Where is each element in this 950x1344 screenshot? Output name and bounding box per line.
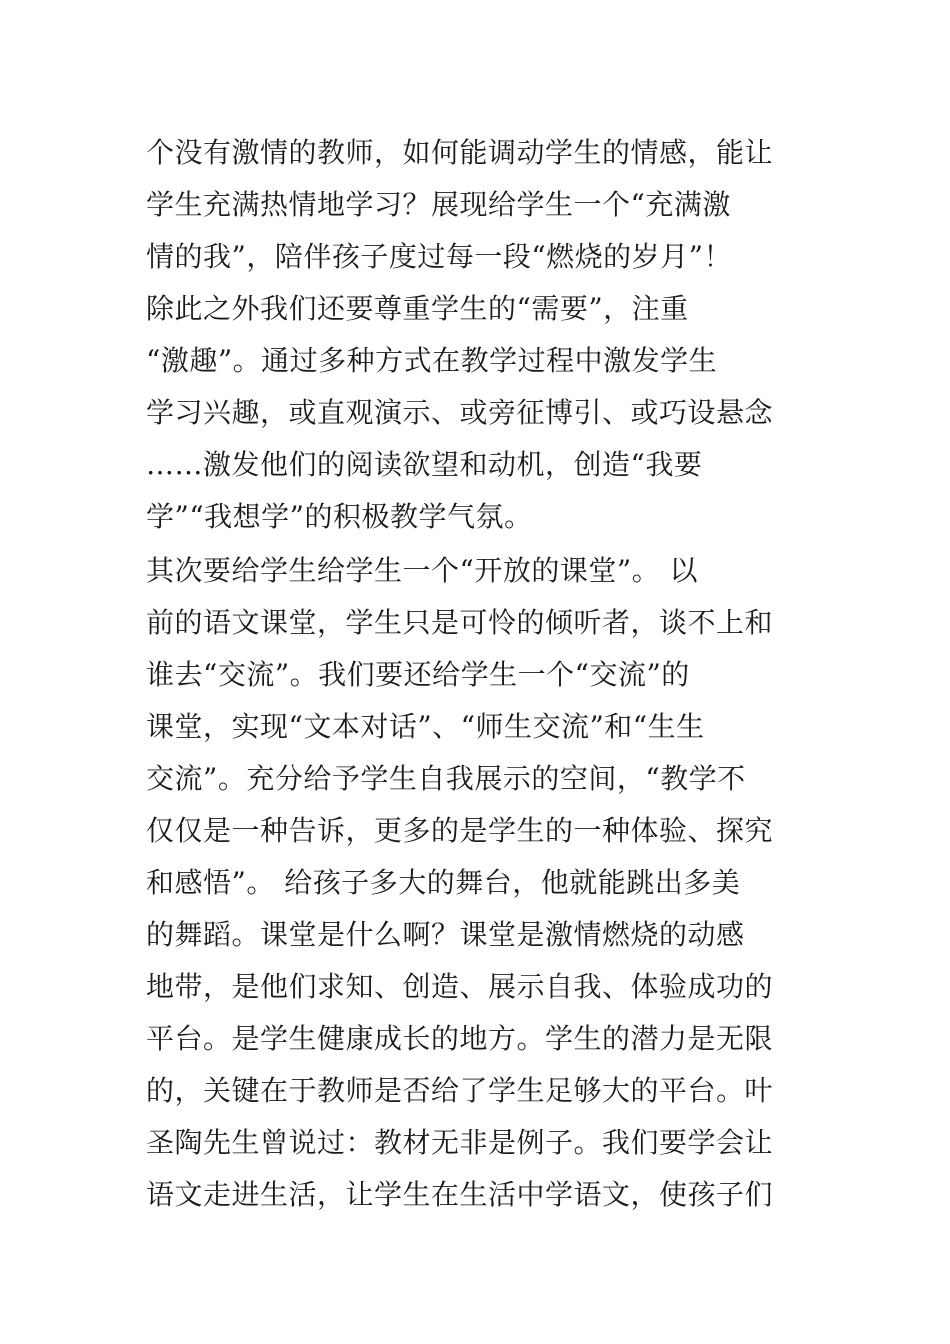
text-line: 前的语文课堂，学生只是可怜的倾听者，谈不上和 xyxy=(146,606,774,639)
text-line: ……激发他们的阅读欲望和动机，创造“我要 xyxy=(146,448,703,481)
text-line: 课堂，实现“文本对话”、“师生交流”和“生生 xyxy=(146,710,705,743)
text-line: 个没有激情的教师，如何能调动学生的情感，能让 xyxy=(146,136,774,169)
paragraph-2 xyxy=(146,545,826,1221)
text-line: 学”“我想学”的积极教学气氛。 xyxy=(146,500,533,533)
text-line: 地带，是他们求知、创造、展示自我、体验成功的 xyxy=(146,970,774,1003)
text-line: 交流”。充分给予学生自我展示的空间，“教学不 xyxy=(146,762,746,795)
text-line: 仅仅是一种告诉，更多的是学生的一种体验、探究 xyxy=(146,814,774,847)
text-line: 平台。是学生健康成长的地方。学生的潜力是无限 xyxy=(146,1022,774,1055)
text-line: 语文走进生活，让学生在生活中学语文，使孩子们 xyxy=(146,1178,774,1211)
text-line: 学习兴趣，或直观演示、或旁征博引、或巧设悬念 xyxy=(146,396,774,429)
paragraph-1 xyxy=(146,127,826,543)
text-line: 除此之外我们还要尊重学生的“需要”，注重 xyxy=(146,292,689,325)
text-line: 圣陶先生曾说过：教材无非是例子。我们要学会让 xyxy=(146,1126,774,1159)
text-line: 谁去“交流”。我们要还给学生一个“交流”的 xyxy=(146,658,690,691)
text-line: 和感悟”。 给孩子多大的舞台，他就能跳出多美 xyxy=(146,866,741,899)
text-line: 的舞蹈。课堂是什么啊？课堂是激情燃烧的动感 xyxy=(146,918,745,951)
text-line: 其次要给学生给学生一个“开放的课堂”。 以 xyxy=(146,554,699,587)
text-line: “激趣”。通过多种方式在教学过程中激发学生 xyxy=(146,344,718,377)
text-line: 的，关键在于教师是否给了学生足够大的平台。叶 xyxy=(146,1074,774,1107)
text-line: 情的我”，陪伴孩子度过每一段“燃烧的岁月”！ xyxy=(146,240,732,273)
text-line: 学生充满热情地学习？展现给学生一个“充满激 xyxy=(146,188,731,221)
